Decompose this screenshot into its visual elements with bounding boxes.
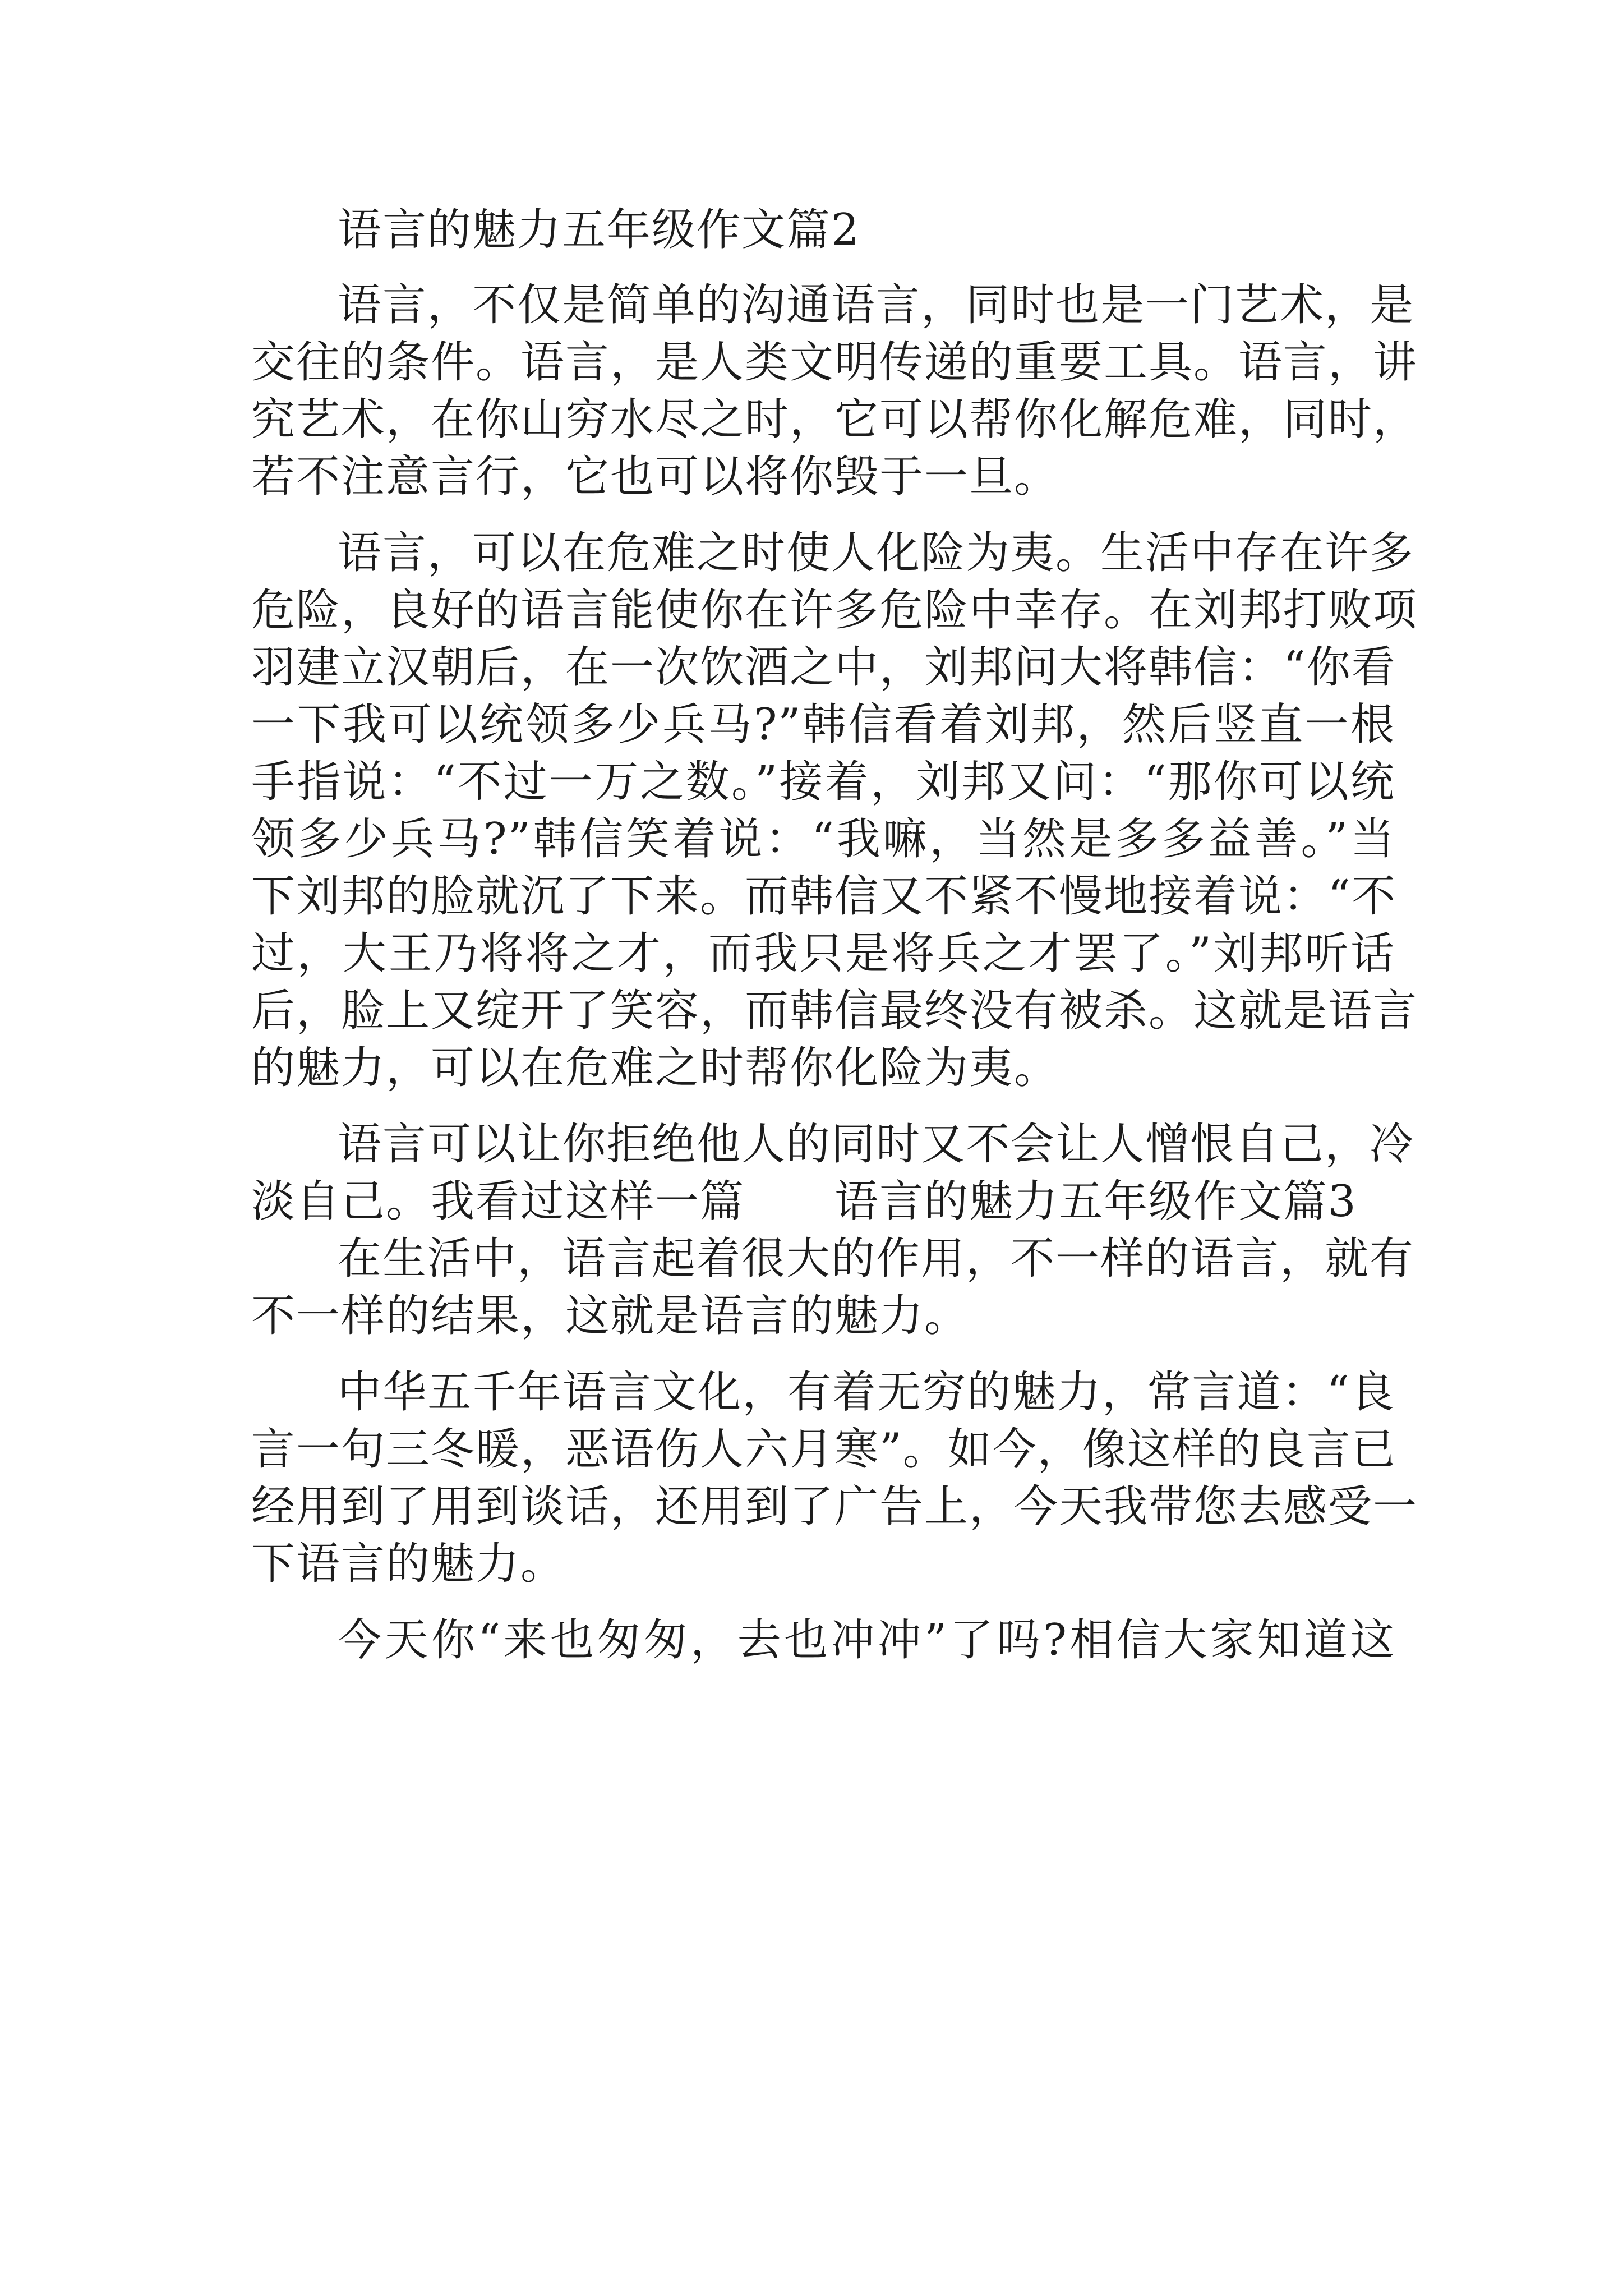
paragraph-line: 语言，不仅是简单的沟通语言，同时也是一门艺术，是 xyxy=(338,280,1415,330)
paragraph-line: 危险，良好的语言能使你在许多危险中幸存。在刘邦打败项 xyxy=(251,585,1418,636)
paragraph-line: 中华五千年语言文化，有着无穷的魅力，常言道：“良 xyxy=(338,1367,1395,1418)
paragraph-line: 下语言的魅力。 xyxy=(251,1539,566,1589)
paragraph-line: 不一样的结果，这就是语言的魅力。 xyxy=(251,1291,970,1341)
paragraph-line: 领多少兵马?”韩信笑着说：“我嘛，当然是多多益善。”当 xyxy=(251,814,1395,864)
paragraph-line-with-heading-3: 淡自己。我看过这样一篇 语言的魅力五年级作文篇3 xyxy=(251,1176,1357,1227)
paragraph-line: 过，大王乃将将之才，而我只是将兵之才罢了。”刘邦听话 xyxy=(251,928,1395,979)
section-heading-2: 语言的魅力五年级作文篇2 xyxy=(338,205,860,255)
paragraph-line: 今天你“来也匆匆，去也冲冲”了吗?相信大家知道这 xyxy=(338,1615,1395,1665)
paragraph-line: 下刘邦的脸就沉了下来。而韩信又不紧不慢地接着说：“不 xyxy=(251,871,1396,922)
paragraph-line: 交往的条件。语言，是人类文明传递的重要工具。语言，讲 xyxy=(251,337,1418,388)
paragraph-line: 究艺术，在你山穷水尽之时，它可以帮你化解危难，同时， xyxy=(251,394,1418,445)
paragraph-line: 手指说：“不过一万之数。”接着，刘邦又问：“那你可以统 xyxy=(251,757,1395,807)
paragraph-line: 言一句三冬暖，恶语伤人六月寒”。如今，像这样的良言已 xyxy=(251,1424,1396,1475)
paragraph-line: 经用到了用到谈话，还用到了广告上，今天我带您去感受一 xyxy=(251,1481,1418,1532)
paragraph-line: 在生活中，语言起着很大的作用，不一样的语言，就有 xyxy=(338,1234,1415,1284)
paragraph-line: 语言，可以在危难之时使人化险为夷。生活中存在许多 xyxy=(338,528,1415,578)
paragraph-line: 的魅力，可以在危难之时帮你化险为夷。 xyxy=(251,1043,1059,1093)
paragraph-line: 羽建立汉朝后，在一次饮酒之中，刘邦问大将韩信：“你看 xyxy=(251,642,1396,693)
paragraph-line: 后，脸上又绽开了笑容，而韩信最终没有被杀。这就是语言 xyxy=(251,986,1418,1036)
paragraph-line: 语言可以让你拒绝他人的同时又不会让人憎恨自己，冷 xyxy=(338,1119,1415,1170)
paragraph-line: 一下我可以统领多少兵马?”韩信看着刘邦，然后竖直一根 xyxy=(251,700,1395,750)
paragraph-line: 若不注意言行，它也可以将你毁于一旦。 xyxy=(251,452,1059,502)
